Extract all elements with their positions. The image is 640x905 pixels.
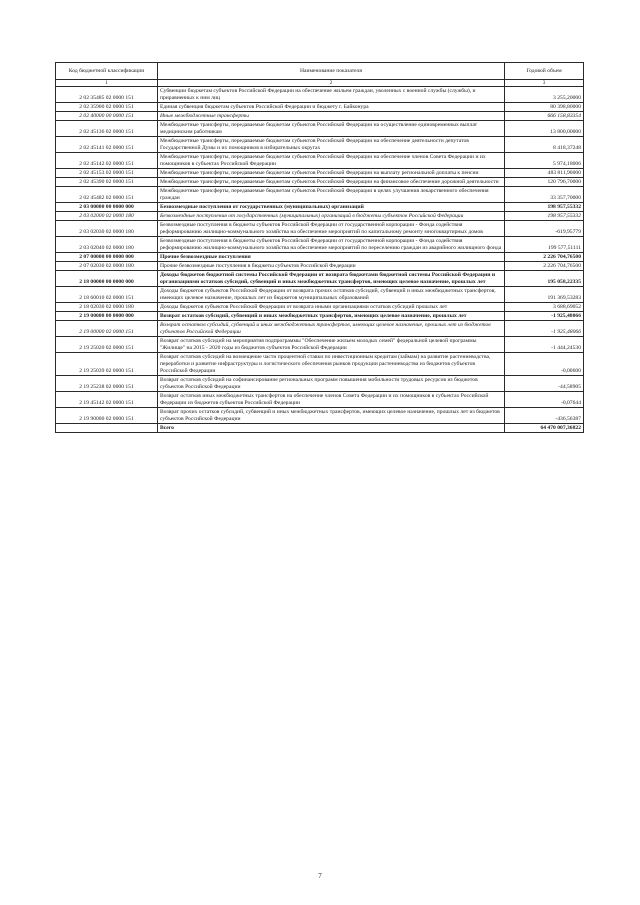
row-value: 33 357,70000 [505,187,584,203]
row-code: 2 02 45153 02 0000 151 [56,169,158,178]
row-name: Возврат остатков субсидий на мероприятия подпрограммы "Обеспечение жильем молодых семей" федеральной целевой программы "Жилище" на 2015 - 2020 годы из бюджетов субъектов Российской Федерации [158,337,505,353]
row-code: 2 07 00000 00 0000 000 [56,253,158,262]
row-name: Прочие безвозмездные поступления в бюджеты субъектов Российской Федерации [158,262,505,271]
table-row [56,103,584,112]
row-name: Субвенции бюджетам субъектов Российской Федерации на обеспечение жильем граждан, уволенных с военной службы (службы), и приравненных к ним лиц [158,87,505,103]
row-value: 666 158,83354 [505,112,584,121]
table-header [56,63,584,87]
table-row [56,392,584,408]
row-code: 2 19 00000 00 0000 000 [56,312,158,321]
row-code: 2 19 25039 02 0000 151 [56,353,158,376]
row-value: 2 226 704,76500 [505,262,584,271]
row-value: 3 255,20000 [505,87,584,103]
row-value: 13 800,00000 [505,121,584,137]
column-number: 1 [56,80,158,87]
row-code: 2 02 45142 02 0000 151 [56,153,158,169]
row-name: Возврат остатков субсидий, субвенций и иных межбюджетных трансфертов, имеющих целевое назначение, прошлых лет [158,312,505,321]
row-name: Доходы бюджетов бюджетной системы Российской Федерации от возврата бюджетами бюджетной системы Российской Федерации и организациями остатков субсидий, субвенций и иных межбюджетных трансфертов, имеющих целевое назначение, прошлых лет [158,271,505,287]
row-name: Межбюджетные трансферты, передаваемые бюджетам субъектов Российской Федерации на обеспечение деятельности депутатов Государственной Думы и их помощников в избирательных округах [158,137,505,153]
row-name: Возврат остатков субсидий на софинансирование региональных программ повышения мобильности трудовых ресурсов из бюджетов субъектов Российской Федерации [158,376,505,392]
row-value: 8 418,37248 [505,137,584,153]
row-code: 2 18 60010 02 0000 151 [56,287,158,303]
table-row [56,424,584,433]
row-name: Безвозмездные поступления в бюджеты субъектов Российской Федерации от государственной корпорации - Фонда содействия реформированию жилищно-коммунального хозяйства на обеспечение мероприятий по капитальному ремонту многоквартирных домов [158,221,505,237]
row-value: 191 369,53283 [505,287,584,303]
table-row [56,262,584,271]
budget-table [55,62,584,433]
row-code: 2 02 40000 00 0000 151 [56,112,158,121]
table-row [56,321,584,337]
column-number: 2 [158,80,505,87]
table-row [56,237,584,253]
row-value: -44,58905 [505,376,584,392]
table-row [56,253,584,262]
row-name: Межбюджетные трансферты, передаваемые бюджетам субъектов Российской Федерации на финансовое обеспечение дорожной деятельности [158,178,505,187]
row-value: -1 444,24530 [505,337,584,353]
table-row [56,271,584,287]
table-row [56,203,584,212]
row-value: 3 688,69052 [505,303,584,312]
row-code [56,424,158,433]
table-row [56,303,584,312]
row-name: Безвозмездные поступления от государственных (муниципальных) организаций в бюджеты субъектов Российской Федерации [158,212,505,221]
row-name: Прочие безвозмездные поступления [158,253,505,262]
row-code: 2 02 45136 02 0000 151 [56,121,158,137]
row-value: -619,95779 [505,221,584,237]
row-value: -1 925,48066 [505,312,584,321]
table-row [56,353,584,376]
row-name: Межбюджетные трансферты, передаваемые бюджетам субъектов Российской Федерации на осуществление единовременных выплат медицинским работникам [158,121,505,137]
table-row [56,87,584,103]
row-value: 198 957,55332 [505,203,584,212]
table-row [56,153,584,169]
row-value: -0,07644 [505,392,584,408]
row-name: Безвозмездные поступления от государственных (муниципальных) организаций [158,203,505,212]
table-row [56,187,584,203]
row-code: 2 19 90000 02 0000 151 [56,408,158,424]
row-name: Доходы бюджетов субъектов Российской Федерации от возврата иными организациями остатков субсидий прошлых лет [158,303,505,312]
row-value: 483 811,90000 [505,169,584,178]
row-value: -1 925,48066 [505,321,584,337]
row-name: Межбюджетные трансферты, передаваемые бюджетам субъектов Российской Федерации на обеспечение членов Совета Федерации и их помощников в субъектах Российской Федерации [158,153,505,169]
row-value: 199 577,51111 [505,237,584,253]
row-code: 2 18 02030 02 0000 180 [56,303,158,312]
page-number: 7 [318,872,322,880]
row-code: 2 02 45482 02 0000 151 [56,187,158,203]
row-value: 120 796,70000 [505,178,584,187]
row-name: Доходы бюджетов субъектов Российской Федерации от возврата прочих остатков субсидий, субвенций и иных межбюджетных трансфертов, имеющих целевое назначение, прошлых лет из бюджетов муниципальных образований [158,287,505,303]
table-row [56,337,584,353]
row-name: Возврат прочих остатков субсидий, субвенций и иных межбюджетных трансфертов, имеющих целевое назначение, прошлых лет из бюджетов субъектов Российской Федерации [158,408,505,424]
table-row [56,221,584,237]
table-row [56,376,584,392]
row-code: 2 19 25020 02 0000 151 [56,337,158,353]
row-value: -0,00600 [505,353,584,376]
table-body [56,87,584,433]
row-code: 2 03 02000 02 0000 180 [56,212,158,221]
table-row [56,408,584,424]
row-code: 2 03 02040 02 0000 180 [56,237,158,253]
row-value: 198 957,55332 [505,212,584,221]
row-code: 2 02 45141 02 0000 151 [56,137,158,153]
row-value: -436,56387 [505,408,584,424]
row-value: 5 974,18006 [505,153,584,169]
column-number: 3 [505,80,584,87]
table-row [56,212,584,221]
column-number-row [56,80,584,87]
row-code: 2 19 45142 02 0000 151 [56,392,158,408]
row-name: Возврат остатков субсидий, субвенций и иных межбюджетных трансфертов, имеющих целевое назначение, прошлых лет из бюджетов субъектов Российской Федерации [158,321,505,337]
row-code: 2 02 35900 02 0000 151 [56,103,158,112]
row-name: Возврат остатков иных межбюджетных трансфертов на обеспечение членов Совета Федерации и их помощников в субъектах Российской Федерации из бюджетов субъектов Российской Федерации [158,392,505,408]
table-row [56,169,584,178]
row-code: 2 02 45390 02 0000 151 [56,178,158,187]
row-code: 2 03 00000 00 0000 000 [56,203,158,212]
row-name: Всего [158,424,505,433]
row-code: 2 02 35485 02 0000 151 [56,87,158,103]
table-row [56,137,584,153]
row-code: 2 18 00000 00 0000 000 [56,271,158,287]
header-row [56,63,584,80]
row-value: 80 398,80000 [505,103,584,112]
row-value: 64 470 007,36822 [505,424,584,433]
row-code: 2 03 02030 02 0000 180 [56,221,158,237]
budget-table-sheet [55,62,583,433]
header-value: Годовой объем [505,63,584,80]
row-code: 2 19 00000 02 0000 151 [56,321,158,337]
table-row [56,121,584,137]
row-name: Единая субвенция бюджетам субъектов Российской Федерации и бюджету г. Байконура [158,103,505,112]
table-row [56,112,584,121]
row-name: Межбюджетные трансферты, передаваемые бюджетам субъектов Российской Федерации в целях улучшения лекарственного обеспечения граждан [158,187,505,203]
row-name: Межбюджетные трансферты, передаваемые бюджетам субъектов Российской Федерации на выплату региональной доплаты к пенсии [158,169,505,178]
table-row [56,287,584,303]
row-name: Безвозмездные поступления в бюджеты субъектов Российской Федерации от государственной корпорации - Фонда содействия реформированию жилищно-коммунального хозяйства на обеспечение мероприятий по переселению граждан из аварийного жилищного фонда [158,237,505,253]
row-value: 2 226 704,76500 [505,253,584,262]
row-value: 195 058,22335 [505,271,584,287]
header-code: Код бюджетной классификации [56,63,158,80]
table-row [56,178,584,187]
row-code: 2 19 25238 02 0000 151 [56,376,158,392]
row-code: 2 07 02030 02 0000 180 [56,262,158,271]
row-name: Возврат остатков субсидий на возмещение части процентной ставки по инвестиционным кредитам (займам) на развитие растениеводства, переработки и развитие инфраструктуры и логистического обеспечения рынков продукции растениеводства из бюджетов субъектов Российской Федерации [158,353,505,376]
table-row [56,312,584,321]
row-name: Иные межбюджетные трансферты [158,112,505,121]
header-name: Наименование показателя [158,63,505,80]
